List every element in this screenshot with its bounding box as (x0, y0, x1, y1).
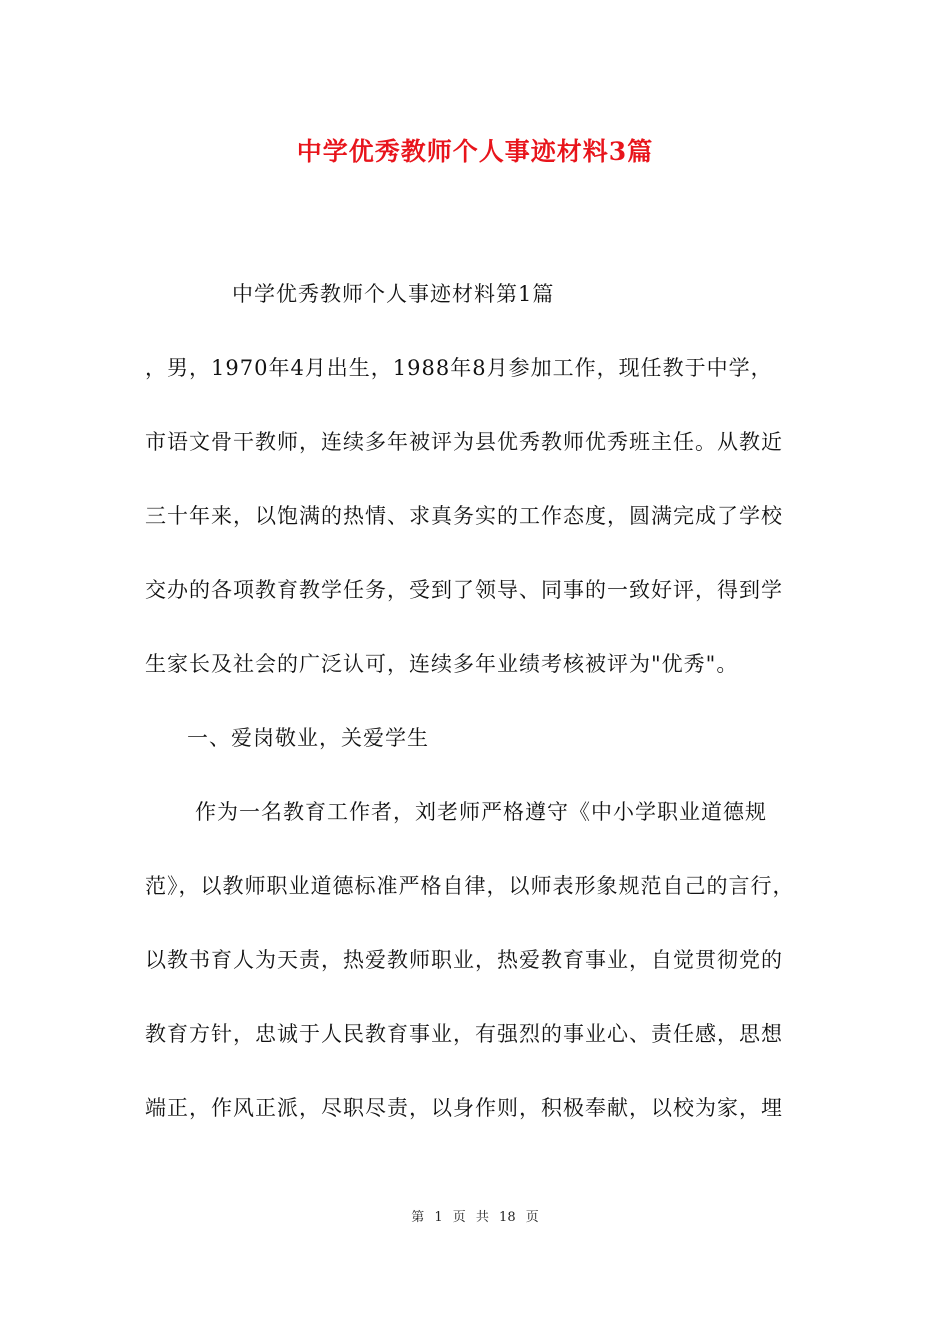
section-heading: 一、爱岗敬业，关爱学生 (187, 726, 429, 750)
section-subtitle: 中学优秀教师个人事迹材料第1篇 (232, 282, 555, 306)
paragraph-line: 范》，以教师职业道德标准严格自律，以师表形象规范自己的言行， (145, 874, 795, 898)
document-title: 中学优秀教师个人事迹材料3篇 (296, 137, 654, 166)
paragraph-line: 生家长及社会的广泛认可，连续多年业绩考核被评为"优秀"。 (145, 652, 739, 676)
page-number-footer: 第 1 页 共 18 页 (411, 1210, 539, 1225)
paragraph-line: 作为一名教育工作者，刘老师严格遵守《中小学职业道德规 (195, 800, 767, 824)
paragraph-line: ，男，1970年4月出生，1988年8月参加工作，现任教于中学， (145, 356, 773, 380)
paragraph-line: 教育方针，忠诚于人民教育事业，有强烈的事业心、责任感，思想 (145, 1022, 783, 1046)
paragraph-line: 三十年来，以饱满的热情、求真务实的工作态度，圆满完成了学校 (145, 504, 783, 528)
paragraph-line: 端正，作风正派，尽职尽责，以身作则，积极奉献，以校为家，埋 (145, 1096, 783, 1120)
paragraph-line: 市语文骨干教师，连续多年被评为县优秀教师优秀班主任。从教近 (145, 430, 783, 454)
paragraph-line: 交办的各项教育教学任务，受到了领导、同事的一致好评，得到学 (145, 578, 783, 602)
paragraph-line: 以教书育人为天责，热爱教师职业，热爱教育事业，自觉贯彻党的 (145, 948, 783, 972)
